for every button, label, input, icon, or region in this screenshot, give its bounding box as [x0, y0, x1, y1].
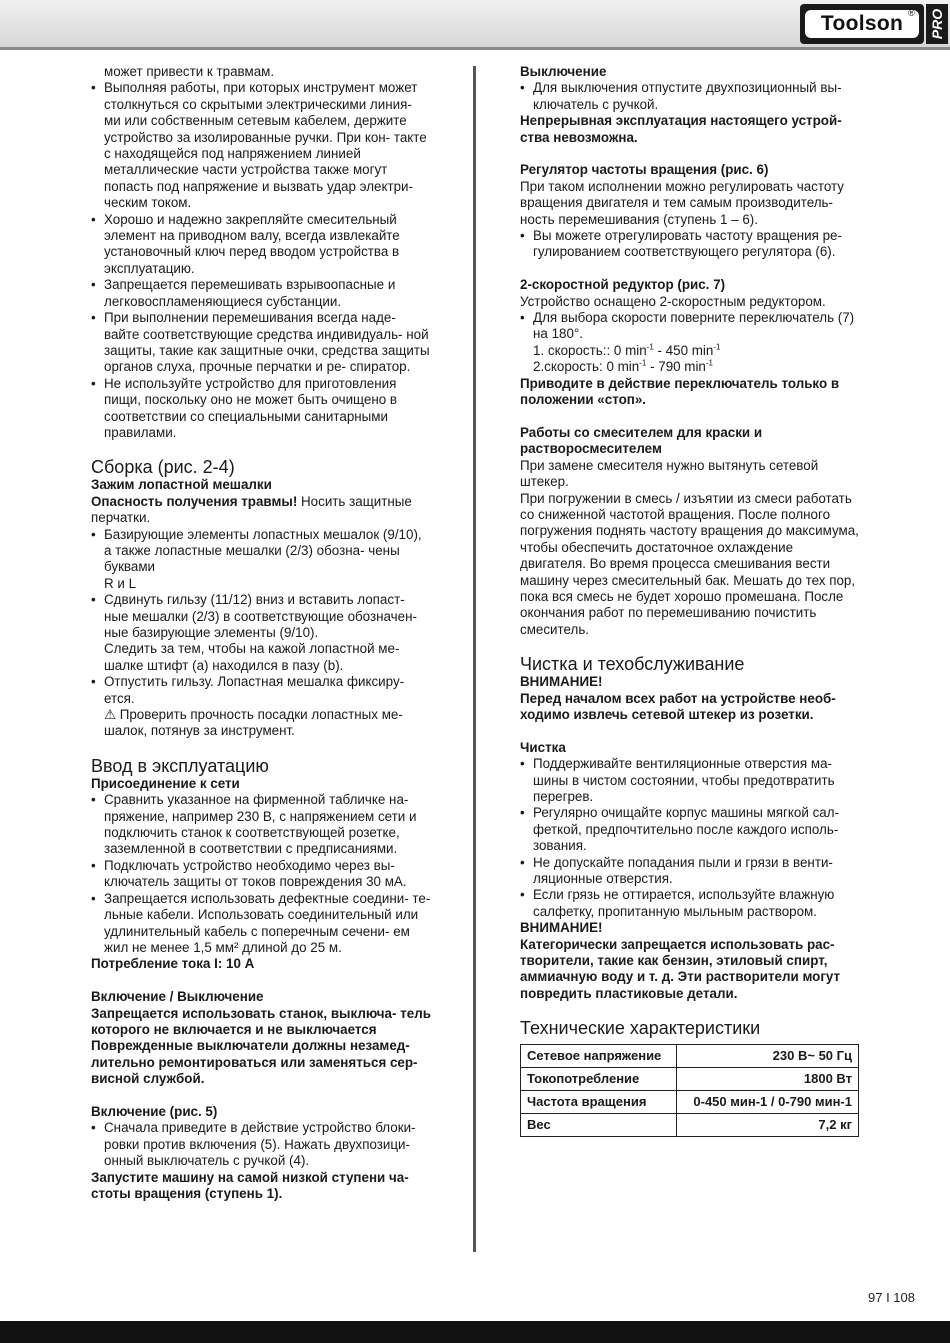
spec-label: Частота вращения: [521, 1091, 677, 1114]
switch-off-subheading: Выключение: [520, 64, 607, 79]
list-item: [91, 592, 431, 674]
onoff-subheading: Включение / Выключение: [91, 989, 264, 1005]
list-item: • Хорошо и надежно закрепляйте смесительный элемент на приводном валу, всегда извлекайте установочный ключ перед вводом устройства в эксплуатацию.: [91, 212, 431, 278]
spec-label: Вес: [521, 1114, 677, 1137]
column-divider: [473, 66, 476, 1252]
list-item: [520, 310, 860, 376]
current-consumption: Потребление тока I: 10 А: [91, 956, 255, 972]
list-item: • Подключать устройство необходимо через вы- ключатель защиты от токов повреждения 30 мА.: [91, 858, 431, 891]
table-row: [521, 1091, 859, 1114]
speed-regulator-list: [520, 228, 860, 261]
assembly-heading: Сборка (рис. 2-4): [91, 457, 235, 478]
gearbox-subheading: 2-скоростной редуктор (рис. 7): [520, 277, 726, 293]
list-item: • Поддерживайте вентиляционные отверстия ма- шины в чистом состоянии, чтобы предотвратить перегрев.: [520, 756, 860, 805]
toolson-logo: [800, 4, 924, 44]
list-item: • Выполняя работы, при которых инструмент может столкнуться со скрытыми электрическими линия- ми или собственным сетевым кабелем, держите устройство за изолированные ручки. При кон- такте с находящейся под напряжением линией металлические части устройства также могут попасть под напряжение и вызвать удар электри- ческим током.: [91, 80, 431, 211]
list-item: [91, 674, 431, 740]
solvents-warning: Категорически запрещается использовать рас- творители, такие как бензин, этиловый спирт, аммиачную воду и т. д. Эти растворители могут повредить пластиковые детали.: [520, 936, 841, 1001]
list-item: • Запрещается использовать дефектные соедини- те- льные кабели. Использовать соединительный или удлинительный кабель с поперечным сечени- ем жил не менее 1,5 мм² длиной до 25 м.: [91, 891, 431, 957]
spec-value: 0-450 мин-1 / 0-790 мин-1: [677, 1091, 859, 1114]
spec-value: 1800 Вт: [677, 1068, 859, 1091]
list-item: • Запрещается перемешивать взрывоопасные и легковоспламеняющиеся субстанции.: [91, 277, 431, 310]
injury-warning-text: Носить защитные перчатки.: [91, 493, 412, 526]
list-item: • Не используйте устройство для приготовления пищи, поскольку оно не может быть очищено в соответствии со специальными санитарными правилами.: [91, 376, 431, 442]
right-column: [520, 64, 860, 1137]
gearbox-list: [520, 310, 860, 376]
specs-heading: Технические характеристики: [520, 1018, 761, 1039]
switch-on-subheading: Включение (рис. 5): [91, 1103, 218, 1119]
list-item-cont: R и L: [104, 575, 137, 591]
speed-regulator-subheading: Регулятор частоты вращения (рис. 6): [520, 162, 769, 178]
speed-1: 1. скорость:: 0 $\min^{-1} - 450$ $\min^{-1}$: [533, 342, 721, 358]
list-item-cont: Следить за тем, чтобы на кажой лопастной ме- шалке штифт (a) находился в пазу (b).: [104, 641, 400, 673]
paint-mixer-text-1: При замене смесителя нужно вытянуть сетевой штекер.: [520, 457, 819, 490]
registered-mark: ®: [908, 8, 915, 18]
assembly-subheading: Зажим лопастной мешалки: [91, 477, 272, 493]
attention-label: ВНИМАНИЕ!: [520, 674, 603, 690]
table-row: [521, 1068, 859, 1091]
cleaning-list: [520, 756, 860, 920]
pro-label: PRO: [929, 8, 945, 40]
spec-label: Сетевое напряжение: [521, 1045, 677, 1068]
table-row: [521, 1114, 859, 1137]
gearbox-note: Приводите в действие переключатель только в положении «стоп».: [520, 375, 840, 408]
spec-value: 7,2 кг: [677, 1114, 859, 1137]
switch-on-list: [91, 1120, 431, 1169]
list-item: [91, 527, 431, 593]
spec-value: 230 В~ 50 Гц: [677, 1045, 859, 1068]
list-item: • Вы можете отрегулировать частоту вращения ре- гулированием соответствующего регулятора (6).: [520, 228, 860, 261]
page-number: 97 I 108: [868, 1290, 915, 1305]
list-item-text: Базирующие элементы лопастных мешалок (9/10), а также лопастные мешалки (2/3) обозна- чены буквами: [104, 526, 422, 575]
switch-off-note: Непрерывная эксплуатация настоящего устрой- ства невозможна.: [520, 113, 842, 145]
switch-on-note: Запустите машину на самой низкой ступени ча- стоты вращения (ступень 1).: [91, 1169, 409, 1201]
list-item-cont: ⚠ Проверить прочность посадки лопастных ме- шалок, потянув за инструмент.: [104, 707, 403, 739]
list-item: • Сравнить указанное на фирменной табличке на- пряжение, например 230 В, с напряжением сети и подключить станок к соответствующей розетке, заземленной в соответствии с предписаниями.: [91, 792, 431, 858]
list-item-text: Для выбора скорости поверните переключатель (7) на 180°.: [533, 310, 855, 342]
footer-bar: [0, 1321, 950, 1343]
list-item: • Регулярно очищайте корпус машины мягкой сал- феткой, предпочтительно после каждого исполь- зования.: [520, 805, 860, 854]
assembly-list: [91, 527, 431, 740]
list-item: • Не допускайте попадания пыли и грязи в венти- ляционные отверстия.: [520, 855, 860, 888]
logo-text: Toolson: [820, 12, 904, 35]
left-column: [91, 64, 431, 1202]
list-item: • Если грязь не оттирается, используйте влажную салфетку, пропитанную мыльным раствором.: [520, 887, 860, 920]
injury-warning-bold: Опасность получения травмы!: [91, 493, 298, 509]
paint-mixer-subheading: Работы со смесителем для краски и растворосмесителем: [520, 424, 763, 457]
safety-list: [91, 80, 431, 441]
speed-regulator-text: При таком исполнении можно регулировать частоту вращения двигателя и тем самым производитель- ность перемешивания (ступень 1 – 6).: [520, 178, 844, 227]
speed-2: 2.скорость: 0 $\min^{-1} - 790$ $\min^{-1}$: [533, 358, 714, 375]
commissioning-heading: Ввод в эксплуатацию: [91, 755, 269, 776]
injury-warning: [91, 494, 431, 527]
list-item: • При выполнении перемешивания всегда наде- вайте соответствующие средства индивидуаль- ной защиты, такие как защитные очки, средства защиты органов слуха, прочные перчатки и ре- спиратор.: [91, 310, 431, 376]
list-item-text: Отпустить гильзу. Лопастная мешалка фиксиру- ется.: [104, 674, 405, 706]
spec-label: Токопотребление: [521, 1068, 677, 1091]
commissioning-list: [91, 792, 431, 956]
list-item: • Для выключения отпустите двухпозиционный вы- ключатель с ручкой.: [520, 80, 860, 113]
attention-label-2: ВНИМАНИЕ!: [520, 920, 603, 936]
list-item: • Сначала приведите в действие устройство блоки- ровки против включения (5). Нажать двухпозици- онный выключатель с ручкой (4).: [91, 1120, 431, 1169]
pro-tab: [926, 4, 948, 44]
onoff-warning: Запрещается использовать станок, выключа- тель которого не включается и не выключается Поврежденные выключатели должны незамед- лительно ремонтироваться или заменяться сер- висной службой.: [91, 1005, 431, 1087]
mains-connection-subheading: Присоединение к сети: [91, 775, 240, 791]
paint-mixer-text-2: При погружении в смесь / изъятии из смеси работать со сниженной частотой вращения. После полного погружения поднять частоту вращения до максимума, чтобы обеспечить достаточное охлаждение двигателя. Во время процесса смешивания вести машину через смесительный бак. Мешать до тех пор, пока вся смесь не будет хорошо промешана. После окончания работ по перемешиванию почистить смеситель.: [520, 490, 859, 637]
table-row: [521, 1045, 859, 1068]
cleaning-heading: Чистка и техобслуживание: [520, 654, 745, 675]
list-item-text: Сдвинуть гильзу (11/12) вниз и вставить лопаст- ные мешалки (2/3) в соответствующие обозначен- ные базирующие элементы (9/10).: [104, 592, 417, 640]
specs-table: [520, 1044, 859, 1137]
unplug-warning: Перед началом всех работ на устройстве необ- ходимо извлечь сетевой штекер из розетки.: [520, 690, 836, 722]
gearbox-text: Устройство оснащено 2-скоростным редуктором.: [520, 293, 826, 309]
cleaning-subheading: Чистка: [520, 739, 566, 755]
logo-wordmark: [805, 10, 919, 38]
switch-off-list: [520, 80, 860, 113]
intro-continuation: может привести к травмам.: [104, 64, 275, 79]
